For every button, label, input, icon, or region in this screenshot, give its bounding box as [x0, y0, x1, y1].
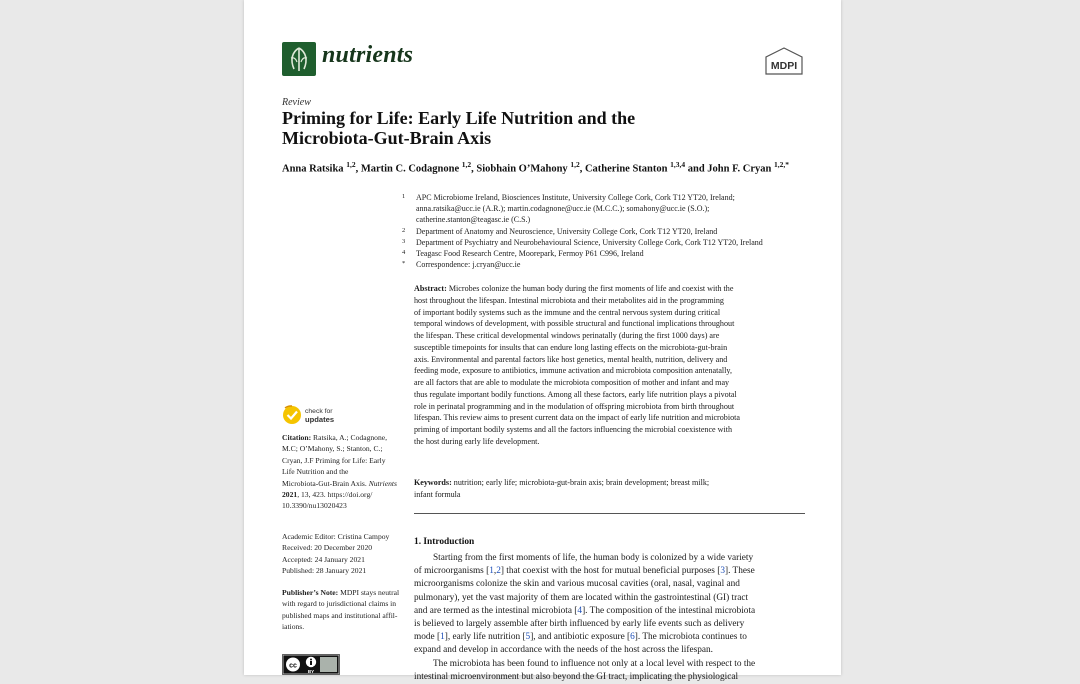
article-page	[244, 0, 841, 682]
line-text: role in perinatal programming and in the modulation of offspring microbiota from birth throughout	[414, 401, 735, 411]
affiliation-text: Teagasc Food Research Centre, Moorepark, Fermoy P61 C996, Ireland	[416, 249, 644, 259]
publisher-note-line	[282, 610, 400, 621]
keywords-line	[414, 477, 805, 489]
journal-logo-icon	[282, 42, 316, 76]
body-text: ]. The microbiota continues to	[634, 632, 747, 643]
line-text: feeding mode, exposure to antibiotics, immune activation and microbiota composition antenatally,	[414, 366, 732, 376]
body-text: ]. These	[724, 566, 755, 577]
affiliation-text: Department of Psychiatry and Neurobehavioural Science, University College Cork, Cork T12 YT20, Ireland	[416, 237, 763, 247]
abstract-line	[414, 330, 805, 342]
check-for-updates-text: check for updates	[305, 408, 335, 424]
reference-link[interactable]: 4	[577, 605, 583, 616]
check-for-updates-icon	[282, 404, 302, 426]
body-line	[414, 671, 805, 684]
body-line	[414, 565, 805, 578]
body-line	[414, 592, 805, 605]
body-line	[414, 658, 805, 671]
author-list: Anna Ratsika $^{1,2}$, Martin C. Codagnone $^{1,2}$, Siobhain O’Mahony $^{1,2}$, Catherine Stanton $^{1,3,4}$ and John F. Cryan $^{1,2,*}$	[282, 160, 790, 175]
affiliation-item	[402, 259, 812, 270]
article-type: Review	[282, 97, 311, 108]
affiliation-list	[402, 192, 812, 270]
body-line	[414, 578, 805, 591]
affiliation-number: 3	[402, 237, 406, 245]
line-text: axis. Environmental and parental factors like host genetics, mental health, nutrition, delivery and	[414, 354, 728, 364]
reference-link[interactable]: 1	[489, 566, 494, 577]
author-affiliation-marker: 1,2	[461, 160, 472, 169]
body-line	[414, 631, 805, 644]
published-date: Published: 28 January 2021	[282, 566, 367, 576]
block-label: Keywords:	[414, 478, 452, 487]
body-text: microorganisms colonize the skin and various mucosal cavities (oral, nasal, vaginal and	[414, 579, 740, 590]
author-name: John F. Cryan	[707, 163, 772, 175]
abstract-line	[414, 377, 805, 389]
citation-block	[282, 432, 400, 512]
abstract-line	[414, 318, 805, 330]
publisher-note-line	[282, 587, 400, 598]
line-text: susceptible timepoints for insults that can endure long lasting effects on the microbiota-gut-brain	[414, 342, 728, 352]
accepted-date: Accepted: 24 January 2021	[282, 554, 365, 564]
line-text: the host during early life development.	[414, 436, 540, 446]
body-text: ]. The composition of the intestinal microbiota	[582, 605, 756, 616]
line-text: Microbiota-Gut-Brain Axis.	[282, 478, 369, 488]
cc-license-icon[interactable]	[282, 654, 340, 675]
abstract-line	[414, 389, 805, 401]
affiliation-item	[402, 237, 812, 248]
line-text: Life Nutrition and the	[282, 467, 349, 477]
affiliation-text: catherine.stanton@teagasc.ie (C.S.)	[416, 215, 531, 225]
citation-line	[282, 432, 400, 443]
affiliation-number: 4	[402, 249, 406, 257]
abstract-line	[414, 307, 805, 319]
reference-link[interactable]: 6	[630, 632, 635, 643]
affiliation-item	[402, 226, 812, 237]
body-line	[414, 605, 805, 618]
body-text: intestinal microenvironment but also beyond the GI tract, implicating the physiological	[414, 671, 739, 682]
check-for-updates-badge[interactable]	[282, 404, 382, 428]
publisher-logo	[762, 46, 806, 78]
introduction-text	[414, 552, 805, 684]
line-text: lifespan. This review aims to present current data on the impact of early life nutrition and microbiota	[414, 413, 740, 423]
body-line	[414, 644, 805, 657]
author-name: Anna Ratsika	[282, 163, 344, 175]
citation-volume: , 13, 423. https://doi.org/	[297, 490, 373, 500]
journal-name: nutrients	[322, 42, 414, 68]
abstract-line	[414, 424, 805, 436]
line-text: the lifespan. These critical developmental windows perinatally (during the first 1000 days) are	[414, 331, 720, 341]
abstract-line	[414, 283, 805, 295]
citation-line	[282, 466, 400, 477]
line-text: temporal windows of development, with possible structural and functional implications throughout	[414, 319, 735, 329]
received-date: Received: 20 December 2020	[282, 543, 373, 553]
section-divider	[414, 513, 805, 514]
article-title	[282, 108, 802, 148]
affiliation-text: APC Microbiome Ireland, Biosciences Institute, University College Cork, Cork T12 YT20, Ireland;	[416, 193, 735, 202]
body-text: The microbiota has been found to influence not only at a local level with respect to the	[433, 658, 756, 669]
line-text: thus regulate important bodily functions. Among all these factors, early life nutrition plays a pivotal	[414, 389, 737, 399]
abstract	[414, 283, 805, 448]
title-line: Microbiota-Gut-Brain Axis	[282, 128, 492, 148]
publisher-note-line	[282, 621, 400, 632]
block-label: Abstract:	[414, 284, 447, 293]
body-text: mode [	[414, 632, 441, 643]
affiliation-number: *	[402, 260, 406, 268]
line-text: Ratsika, A.; Codagnone,	[311, 433, 388, 442]
reference-link[interactable]: 1	[440, 632, 445, 643]
affiliation-item	[402, 214, 812, 225]
affiliation-text: anna.ratsika@ucc.ie (A.R.); martin.codagnone@ucc.ie (M.C.C.); somahony@ucc.ie (S.O.);	[416, 204, 710, 214]
body-text: ], and antibiotic exposure [	[530, 632, 631, 643]
abstract-line	[414, 365, 805, 377]
citation-line	[282, 489, 400, 500]
line-text: priming of important bodily systems and all the factors influencing the microbial coexistence with	[414, 425, 733, 435]
body-text: of microorganisms [	[414, 566, 490, 577]
author-affiliation-marker: 1,2,*	[774, 160, 790, 169]
abstract-line	[414, 412, 805, 424]
abstract-line	[414, 354, 805, 366]
line-text: are all factors that are able to modulate the microbiota composition of mother and infant and may	[414, 378, 730, 388]
citation-doi: 10.3390/nu13020423	[282, 501, 347, 511]
line-text: with regard to jurisdictional claims in	[282, 599, 397, 609]
author-name: Martin C. Codagnone	[360, 163, 460, 175]
editorial-dates	[282, 531, 400, 577]
citation-journal: Nutrients	[368, 478, 397, 488]
block-label: Publisher’s Note:	[282, 588, 339, 597]
line-text: M.C; O’Mahony, S.; Stanton, C.;	[282, 444, 383, 454]
academic-editor: Academic Editor: Cristina Campoy	[282, 532, 390, 541]
body-text: Starting from the first moments of life, the human body is colonized by a wide variety	[433, 553, 754, 563]
abstract-line	[414, 401, 805, 413]
section-heading: 1. Introduction	[414, 537, 475, 547]
line-text: infant formula	[414, 489, 461, 499]
reference-link[interactable]: 5	[525, 632, 531, 643]
body-line	[414, 552, 805, 565]
citation-line	[282, 478, 400, 489]
svg-text:cc: cc	[289, 662, 297, 670]
author-name: Siobhain O’Mahony	[476, 163, 568, 175]
affiliation-item	[402, 192, 812, 203]
affiliation-item	[402, 248, 812, 259]
reference-link[interactable]: 2	[496, 566, 501, 577]
body-text: ], early life nutrition [	[444, 632, 526, 643]
svg-text:BY: BY	[307, 669, 315, 675]
citation-year: 2021	[282, 490, 298, 500]
affiliation-number: 1	[402, 193, 406, 200]
body-text: expand and develop in accordance with the needs of the host across the lifespan.	[414, 645, 713, 656]
body-text: pulmonary), yet the vast majority of them are located within the gastrointestinal (GI) tract	[414, 592, 749, 603]
author-name: Catherine Stanton	[584, 163, 668, 175]
publisher-note	[282, 587, 400, 633]
keywords-line	[414, 489, 805, 501]
body-text: ] that coexist with the host for mutual beneficial purposes [	[500, 566, 721, 577]
title-line: Priming for Life: Early Life Nutrition and the	[282, 108, 636, 128]
line-text: MDPI stays neutral	[338, 588, 400, 597]
line-text: Cryan, J.F Priming for Life: Early	[282, 455, 386, 465]
reference-link[interactable]: 3	[720, 566, 725, 577]
body-text: ,	[493, 566, 497, 577]
affiliation-number: 2	[402, 226, 406, 234]
affiliation-item	[402, 203, 812, 214]
citation-line	[282, 443, 400, 454]
author-affiliation-marker: 1,2	[570, 160, 580, 169]
line-text: nutrition; early life; microbiota-gut-brain axis; brain development; breast milk;	[451, 478, 710, 487]
line-text: iations.	[282, 622, 305, 632]
keywords	[414, 477, 805, 501]
abstract-line	[414, 342, 805, 354]
line-text: host throughout the lifespan. Intestinal microbiota and their metabolites aid in the programming	[414, 295, 724, 305]
affiliation-text: Department of Anatomy and Neuroscience, University College Cork, Cork T12 YT20, Ireland	[416, 226, 718, 236]
line-text: of important bodily systems such as the immune and the central nervous system during critical	[414, 307, 721, 317]
body-text: and are termed as the intestinal microbiota [	[414, 605, 578, 616]
publisher-note-line	[282, 598, 400, 609]
line-text: Microbes colonize the human body during the first moments of life and coexist with the	[446, 284, 734, 293]
author-affiliation-marker: 1,3,4	[670, 160, 686, 169]
line-text: published maps and institutional affil-	[282, 610, 398, 620]
author-affiliation-marker: 1,2	[346, 160, 356, 169]
body-line	[414, 618, 805, 631]
abstract-line	[414, 436, 805, 448]
svg-text:MDPI: MDPI	[770, 60, 798, 72]
citation-line	[282, 455, 400, 466]
affiliation-text: Correspondence: j.cryan@ucc.ie	[416, 260, 521, 270]
block-label: Citation:	[282, 433, 312, 442]
abstract-line	[414, 295, 805, 307]
body-text: is believed to largely assemble after birth influenced by early life events such as delivery	[414, 619, 745, 630]
